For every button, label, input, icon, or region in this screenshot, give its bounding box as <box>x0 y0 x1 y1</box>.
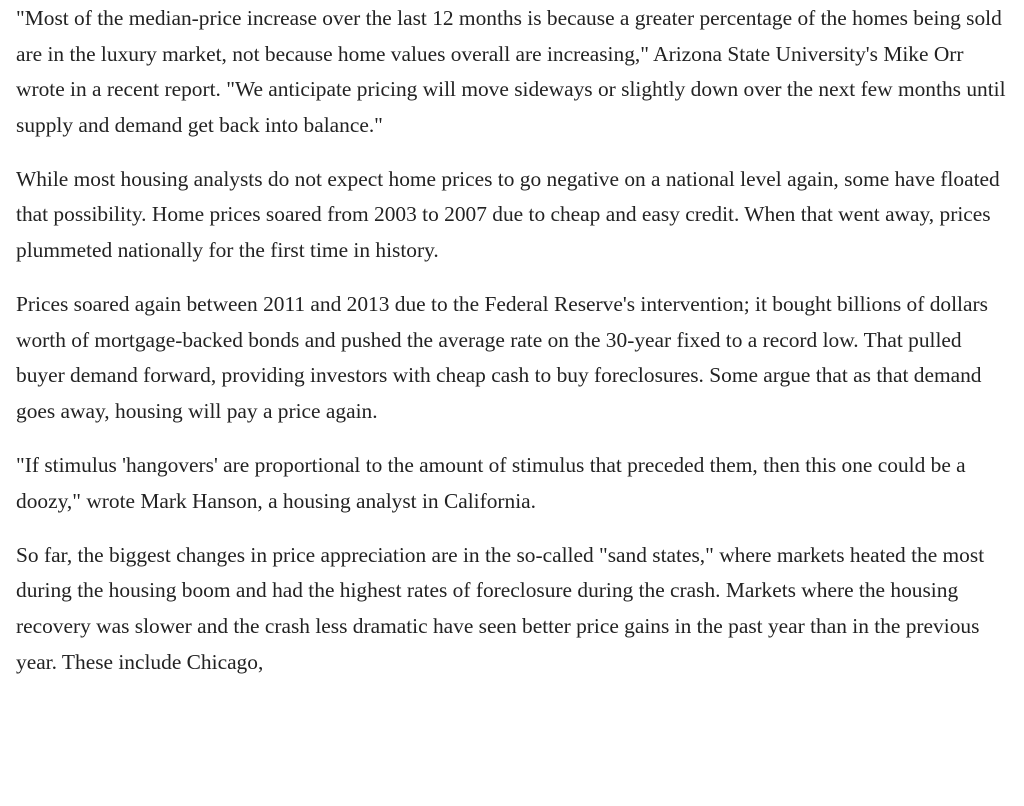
paragraph-orr-quote: "Most of the median-price increase over the last 12 months is because a greater percentage of the homes being sold are in the luxury market, not because home values overall are increasing," Arizona State University's Mike Orr wrote in a recent report. "We anticipate pricing will move sideways or slightly down over the next few months until supply and demand get back into balance." <box>16 6 1006 137</box>
paragraph-sand-states: So far, the biggest changes in price appreciation are in the so-called "sand states," where markets heated the most during the housing boom and had the highest rates of foreclosure during the crash. Markets where the housing recovery was slower and the crash less dramatic have seen better price gains in the past year than in the previous year. These include Chicago, <box>16 542 985 674</box>
paragraph-hanson-quote: "If stimulus 'hangovers' are proportional to the amount of stimulus that preceded them, then this one could be a doozy," wrote Mark Hanson, a housing analyst in California. <box>16 453 966 513</box>
article-body <box>16 0 1006 699</box>
paragraph-analysts-outlook: While most housing analysts do not expect home prices to go negative on a national level again, some have floated that possibility. Home prices soared from 2003 to 2007 due to cheap and easy credit. When that went away, prices plummeted nationally for the first time in history. <box>16 166 1000 263</box>
paragraph-fed-intervention: Prices soared again between 2011 and 2013 due to the Federal Reserve's intervention; it bought billions of dollars worth of mortgage-backed bonds and pushed the average rate on the 30-year fixed to a record low. That pulled buyer demand forward, providing investors with cheap cash to buy foreclosures. Some argue that as that demand goes away, housing will pay a price again. <box>16 292 988 423</box>
